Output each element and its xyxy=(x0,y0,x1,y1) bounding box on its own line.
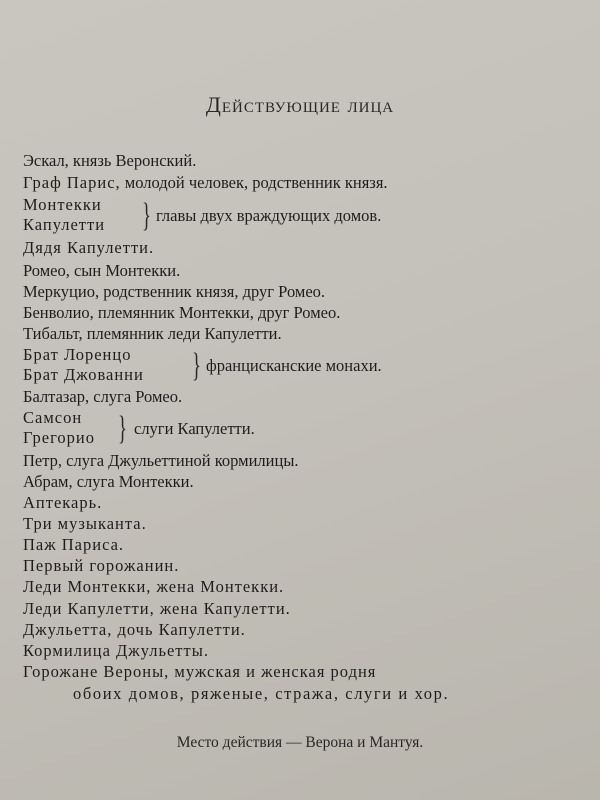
brace-glyph: } xyxy=(118,410,127,447)
character-friar-lawrence: Брат Лоренцо xyxy=(23,345,132,364)
character-paris xyxy=(23,173,388,193)
character-tybalt: Тибальт, племянник леди Капулетти. xyxy=(23,324,282,343)
character-citizen: Первый горожанин. xyxy=(23,556,180,575)
character-group-friars-names xyxy=(23,345,144,385)
character-citizens: Горожане Вероны, мужская и женская родня xyxy=(23,662,377,681)
character-romeo: Ромео, сын Монтекки. xyxy=(23,261,181,280)
character-lady-montague: Леди Монтекки, жена Монтекки. xyxy=(23,577,285,596)
character-gregory: Грегорио xyxy=(23,428,96,447)
character-uncle-capulet: Дядя Капулетти. xyxy=(23,238,155,257)
character-group-friars xyxy=(23,345,144,385)
character-paris-desc: молодой человек, родственник князя. xyxy=(120,173,388,192)
character-peter: Петр, слуга Джульеттиной кормилицы. xyxy=(23,451,299,470)
character-capulet: Капулетти xyxy=(23,215,106,234)
character-page: Паж Париса. xyxy=(23,535,125,554)
character-sampson: Самсон xyxy=(23,408,83,427)
character-citizens-continued: обоих домов, ряженые, стража, слуги и хор. xyxy=(73,684,450,703)
brace-glyph: } xyxy=(192,347,201,384)
character-montague: Монтекки xyxy=(23,195,102,214)
page-title: Действующие лица xyxy=(205,92,395,117)
character-benvolio: Бенволио, племянник Монтекки, друг Ромео. xyxy=(23,303,341,322)
brace-glyph: } xyxy=(142,197,151,234)
character-apothecary: Аптекарь. xyxy=(23,493,103,512)
character-group-servants xyxy=(23,408,95,448)
character-group-friars-label: францисканские монахи. xyxy=(206,356,382,375)
character-friar-john: Брат Джованни xyxy=(23,365,144,384)
character-mercutio: Меркуцио, родственник князя, друг Ромео. xyxy=(23,282,326,301)
character-musicians: Три музыканта. xyxy=(23,514,147,533)
character-abram: Абрам, слуга Монтекки. xyxy=(23,472,194,491)
character-group-heads-label: главы двух враждующих домов. xyxy=(156,206,382,225)
character-group-heads xyxy=(23,195,105,235)
character-balthasar: Балтазар, слуга Ромео. xyxy=(23,387,183,406)
character-lady-capulet: Леди Капулетти, жена Капулетти. xyxy=(23,599,291,618)
character-escal: Эскал, князь Веронский. xyxy=(23,151,197,170)
character-group-servants-label: слуги Капулетти. xyxy=(134,419,255,438)
character-group-heads-names xyxy=(23,195,105,235)
setting-note: Место действия — Верона и Мантуя. xyxy=(176,734,424,751)
character-juliet: Джульетта, дочь Капулетти. xyxy=(23,620,246,639)
character-group-servants-names xyxy=(23,408,95,448)
character-paris-name: Граф Парис, xyxy=(23,173,121,192)
character-nurse: Кормилица Джульетты. xyxy=(23,641,209,660)
